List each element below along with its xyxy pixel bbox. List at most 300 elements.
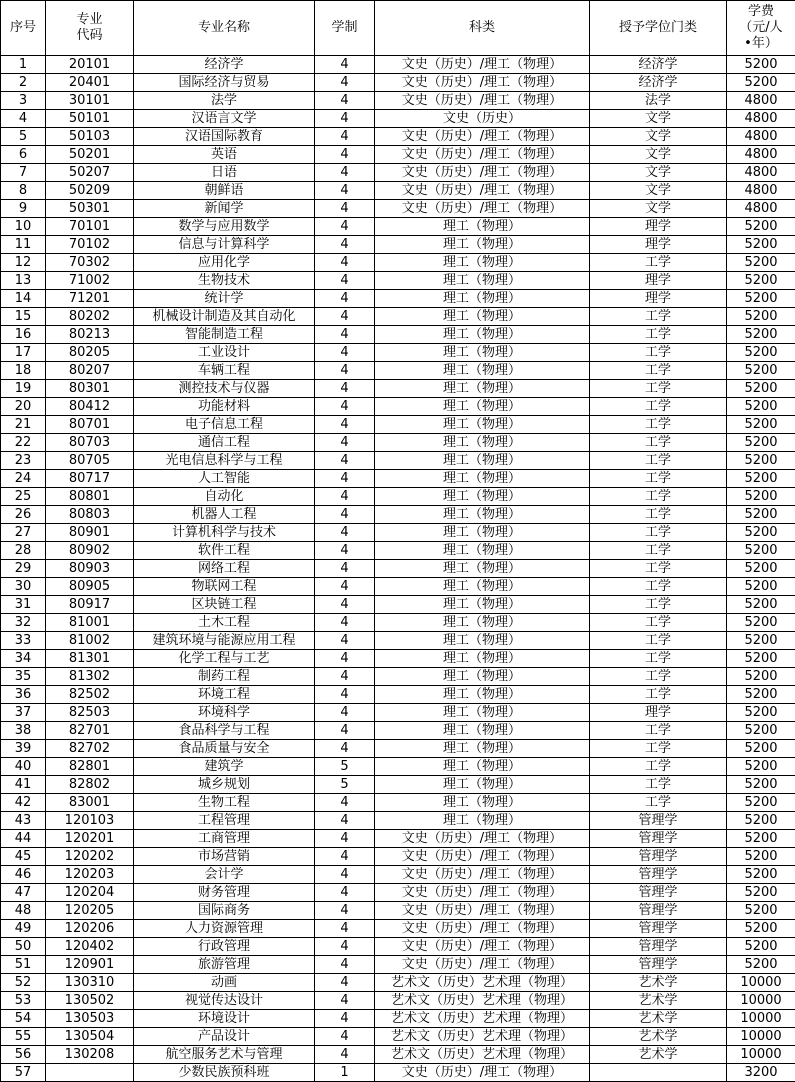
cell-name: 环境设计 [134, 1010, 315, 1028]
cell-years: 4 [315, 254, 375, 272]
cell-years: 4 [315, 290, 375, 308]
cell-category: 文史（历史）/理工（物理） [375, 848, 590, 866]
header-years [315, 1, 375, 56]
cell-fee: 10000 [727, 1010, 795, 1028]
cell-fee: 4800 [727, 146, 795, 164]
cell-degree: 工学 [590, 380, 727, 398]
table-row [1, 200, 795, 218]
cell-years: 4 [315, 164, 375, 182]
table-row [1, 1028, 795, 1046]
cell-degree: 工学 [590, 542, 727, 560]
cell-degree: 工学 [590, 362, 727, 380]
cell-fee: 5200 [727, 290, 795, 308]
cell-category: 理工（物理） [375, 758, 590, 776]
cell-category: 理工（物理） [375, 380, 590, 398]
cell-fee: 5200 [727, 56, 795, 74]
cell-name: 电子信息工程 [134, 416, 315, 434]
cell-seq: 55 [1, 1028, 46, 1046]
cell-years: 4 [315, 686, 375, 704]
cell-code: 130504 [46, 1028, 134, 1046]
cell-years: 4 [315, 992, 375, 1010]
cell-years: 4 [315, 542, 375, 560]
table-row [1, 686, 795, 704]
header-code [46, 1, 134, 56]
cell-category: 文史（历史）/理工（物理） [375, 938, 590, 956]
cell-degree: 文学 [590, 164, 727, 182]
cell-degree: 工学 [590, 596, 727, 614]
cell-code: 120201 [46, 830, 134, 848]
cell-degree: 工学 [590, 722, 727, 740]
cell-years: 5 [315, 758, 375, 776]
cell-code: 70102 [46, 236, 134, 254]
cell-seq: 41 [1, 776, 46, 794]
cell-category: 理工（物理） [375, 542, 590, 560]
cell-fee: 5200 [727, 758, 795, 776]
cell-fee: 10000 [727, 992, 795, 1010]
cell-name: 汉语言文学 [134, 110, 315, 128]
cell-fee: 5200 [727, 380, 795, 398]
cell-name: 汉语国际教育 [134, 128, 315, 146]
table-row [1, 974, 795, 992]
cell-name: 朝鲜语 [134, 182, 315, 200]
cell-seq: 17 [1, 344, 46, 362]
cell-category: 艺术文（历史）艺术理（物理） [375, 1010, 590, 1028]
cell-seq: 8 [1, 182, 46, 200]
cell-code: 130503 [46, 1010, 134, 1028]
cell-seq: 22 [1, 434, 46, 452]
cell-years: 4 [315, 344, 375, 362]
cell-seq: 48 [1, 902, 46, 920]
cell-category: 文史（历史）/理工（物理） [375, 56, 590, 74]
cell-fee: 3200 [727, 1064, 795, 1082]
cell-code: 120203 [46, 866, 134, 884]
cell-years: 4 [315, 632, 375, 650]
header-category [375, 1, 590, 56]
cell-degree: 工学 [590, 326, 727, 344]
header-code-line2: 代码 [46, 28, 133, 44]
header-fee-line2: （元/人 [727, 20, 795, 36]
cell-name: 网络工程 [134, 560, 315, 578]
cell-name: 土木工程 [134, 614, 315, 632]
cell-seq: 31 [1, 596, 46, 614]
cell-category: 文史（历史）/理工（物理） [375, 866, 590, 884]
cell-degree: 工学 [590, 686, 727, 704]
cell-name: 城乡规划 [134, 776, 315, 794]
cell-fee: 10000 [727, 1046, 795, 1064]
cell-code: 81002 [46, 632, 134, 650]
cell-category: 理工（物理） [375, 650, 590, 668]
table-row [1, 758, 795, 776]
cell-degree: 工学 [590, 794, 727, 812]
cell-code: 80705 [46, 452, 134, 470]
cell-category: 理工（物理） [375, 218, 590, 236]
cell-category: 文史（历史）/理工（物理） [375, 920, 590, 938]
table-row [1, 164, 795, 182]
table-row [1, 524, 795, 542]
table-row [1, 704, 795, 722]
table-row [1, 830, 795, 848]
cell-degree: 工学 [590, 506, 727, 524]
cell-category: 理工（物理） [375, 722, 590, 740]
cell-name: 信息与计算科学 [134, 236, 315, 254]
table-row [1, 110, 795, 128]
cell-seq: 26 [1, 506, 46, 524]
cell-fee: 5200 [727, 254, 795, 272]
header-category-label: 科类 [469, 20, 495, 35]
cell-category: 理工（物理） [375, 308, 590, 326]
cell-years: 4 [315, 1046, 375, 1064]
cell-seq: 42 [1, 794, 46, 812]
cell-years: 4 [315, 830, 375, 848]
cell-category: 理工（物理） [375, 416, 590, 434]
cell-code: 80801 [46, 488, 134, 506]
cell-category: 艺术文（历史）艺术理（物理） [375, 992, 590, 1010]
cell-degree: 艺术学 [590, 992, 727, 1010]
table-row [1, 776, 795, 794]
cell-category: 理工（物理） [375, 506, 590, 524]
cell-category: 文史（历史） [375, 110, 590, 128]
cell-years: 4 [315, 488, 375, 506]
cell-code: 80803 [46, 506, 134, 524]
cell-degree: 工学 [590, 308, 727, 326]
cell-code: 82701 [46, 722, 134, 740]
cell-degree: 管理学 [590, 956, 727, 974]
cell-code: 81301 [46, 650, 134, 668]
cell-seq: 39 [1, 740, 46, 758]
cell-name: 功能材料 [134, 398, 315, 416]
cell-name: 区块链工程 [134, 596, 315, 614]
cell-seq: 45 [1, 848, 46, 866]
table-row [1, 326, 795, 344]
cell-seq: 29 [1, 560, 46, 578]
cell-fee: 5200 [727, 686, 795, 704]
cell-name: 应用化学 [134, 254, 315, 272]
cell-seq: 5 [1, 128, 46, 146]
cell-name: 食品科学与工程 [134, 722, 315, 740]
cell-category: 文史（历史）/理工（物理） [375, 884, 590, 902]
cell-category: 理工（物理） [375, 398, 590, 416]
cell-fee: 5200 [727, 560, 795, 578]
cell-fee: 5200 [727, 614, 795, 632]
cell-years: 4 [315, 182, 375, 200]
header-code-line1: 专业 [46, 12, 133, 28]
cell-fee: 5200 [727, 830, 795, 848]
cell-code: 20101 [46, 56, 134, 74]
cell-degree: 工学 [590, 650, 727, 668]
table-row [1, 848, 795, 866]
cell-fee: 5200 [727, 884, 795, 902]
cell-fee: 5200 [727, 668, 795, 686]
cell-years: 4 [315, 74, 375, 92]
cell-name: 生物工程 [134, 794, 315, 812]
cell-degree: 管理学 [590, 884, 727, 902]
cell-code: 50201 [46, 146, 134, 164]
table-row [1, 902, 795, 920]
cell-name: 新闻学 [134, 200, 315, 218]
cell-code: 82801 [46, 758, 134, 776]
cell-fee: 5200 [727, 902, 795, 920]
cell-degree: 工学 [590, 452, 727, 470]
cell-name: 产品设计 [134, 1028, 315, 1046]
cell-fee: 5200 [727, 722, 795, 740]
cell-code: 80202 [46, 308, 134, 326]
cell-fee: 5200 [727, 236, 795, 254]
cell-degree: 工学 [590, 614, 727, 632]
cell-category: 理工（物理） [375, 686, 590, 704]
cell-degree: 艺术学 [590, 1010, 727, 1028]
cell-years: 4 [315, 956, 375, 974]
table-row [1, 506, 795, 524]
cell-name: 生物技术 [134, 272, 315, 290]
cell-name: 环境工程 [134, 686, 315, 704]
cell-years: 4 [315, 866, 375, 884]
cell-years: 4 [315, 740, 375, 758]
cell-degree: 工学 [590, 632, 727, 650]
cell-degree: 工学 [590, 488, 727, 506]
cell-category: 文史（历史）/理工（物理） [375, 1064, 590, 1082]
cell-years: 4 [315, 524, 375, 542]
cell-code: 82502 [46, 686, 134, 704]
cell-degree: 工学 [590, 668, 727, 686]
cell-degree: 工学 [590, 578, 727, 596]
cell-years: 4 [315, 398, 375, 416]
table-row [1, 92, 795, 110]
cell-fee: 5200 [727, 74, 795, 92]
cell-fee: 4800 [727, 92, 795, 110]
cell-name: 工程管理 [134, 812, 315, 830]
cell-code: 130310 [46, 974, 134, 992]
cell-name: 旅游管理 [134, 956, 315, 974]
cell-degree: 艺术学 [590, 1046, 727, 1064]
cell-years: 4 [315, 236, 375, 254]
cell-seq: 7 [1, 164, 46, 182]
table-row [1, 614, 795, 632]
cell-category: 理工（物理） [375, 344, 590, 362]
cell-seq: 40 [1, 758, 46, 776]
cell-degree: 法学 [590, 92, 727, 110]
cell-category: 理工（物理） [375, 632, 590, 650]
table-row [1, 182, 795, 200]
cell-degree: 管理学 [590, 920, 727, 938]
table-row [1, 434, 795, 452]
cell-category: 艺术文（历史）艺术理（物理） [375, 1046, 590, 1064]
table-row [1, 236, 795, 254]
cell-years: 4 [315, 938, 375, 956]
table-row [1, 470, 795, 488]
cell-code: 71201 [46, 290, 134, 308]
cell-fee: 5200 [727, 812, 795, 830]
cell-seq: 54 [1, 1010, 46, 1028]
cell-name: 人工智能 [134, 470, 315, 488]
table-row [1, 668, 795, 686]
cell-code: 80205 [46, 344, 134, 362]
cell-name: 软件工程 [134, 542, 315, 560]
cell-category: 文史（历史）/理工（物理） [375, 830, 590, 848]
cell-seq: 43 [1, 812, 46, 830]
table-row [1, 578, 795, 596]
table-row [1, 884, 795, 902]
table-row [1, 812, 795, 830]
cell-category: 理工（物理） [375, 704, 590, 722]
cell-code: 80902 [46, 542, 134, 560]
table-row [1, 290, 795, 308]
cell-fee: 10000 [727, 1028, 795, 1046]
cell-code: 80301 [46, 380, 134, 398]
cell-category: 理工（物理） [375, 326, 590, 344]
cell-category: 理工（物理） [375, 272, 590, 290]
cell-degree: 工学 [590, 344, 727, 362]
cell-fee: 5200 [727, 434, 795, 452]
cell-code: 120402 [46, 938, 134, 956]
cell-category: 理工（物理） [375, 578, 590, 596]
cell-name: 英语 [134, 146, 315, 164]
cell-seq: 12 [1, 254, 46, 272]
cell-code: 120202 [46, 848, 134, 866]
cell-category: 文史（历史）/理工（物理） [375, 956, 590, 974]
cell-code: 30101 [46, 92, 134, 110]
cell-code: 80901 [46, 524, 134, 542]
table-row [1, 74, 795, 92]
cell-category: 理工（物理） [375, 488, 590, 506]
cell-category: 理工（物理） [375, 236, 590, 254]
cell-seq: 11 [1, 236, 46, 254]
cell-fee: 5200 [727, 704, 795, 722]
cell-years: 4 [315, 974, 375, 992]
cell-years: 4 [315, 578, 375, 596]
cell-name: 光电信息科学与工程 [134, 452, 315, 470]
cell-category: 理工（物理） [375, 470, 590, 488]
cell-years: 4 [315, 110, 375, 128]
cell-code: 81001 [46, 614, 134, 632]
cell-fee: 4800 [727, 128, 795, 146]
cell-degree: 理学 [590, 218, 727, 236]
cell-seq: 44 [1, 830, 46, 848]
cell-name: 少数民族预科班 [134, 1064, 315, 1082]
cell-seq: 38 [1, 722, 46, 740]
cell-degree: 理学 [590, 290, 727, 308]
cell-years: 4 [315, 470, 375, 488]
cell-seq: 23 [1, 452, 46, 470]
cell-fee: 4800 [727, 164, 795, 182]
cell-fee: 5200 [727, 416, 795, 434]
cell-category: 文史（历史）/理工（物理） [375, 164, 590, 182]
cell-fee: 5200 [727, 848, 795, 866]
table-row [1, 992, 795, 1010]
cell-category: 理工（物理） [375, 452, 590, 470]
cell-category: 理工（物理） [375, 740, 590, 758]
cell-code: 80703 [46, 434, 134, 452]
cell-category: 文史（历史）/理工（物理） [375, 146, 590, 164]
cell-years: 4 [315, 848, 375, 866]
cell-name: 动画 [134, 974, 315, 992]
cell-name: 法学 [134, 92, 315, 110]
cell-fee: 5200 [727, 506, 795, 524]
cell-seq: 13 [1, 272, 46, 290]
cell-name: 建筑学 [134, 758, 315, 776]
cell-code [46, 1064, 134, 1082]
cell-degree: 工学 [590, 740, 727, 758]
cell-category: 理工（物理） [375, 254, 590, 272]
cell-fee: 5200 [727, 866, 795, 884]
cell-years: 4 [315, 614, 375, 632]
cell-seq: 28 [1, 542, 46, 560]
table-row [1, 560, 795, 578]
cell-fee: 5200 [727, 344, 795, 362]
cell-code: 50101 [46, 110, 134, 128]
cell-fee: 5200 [727, 362, 795, 380]
cell-degree: 工学 [590, 416, 727, 434]
cell-degree: 工学 [590, 398, 727, 416]
cell-degree: 理学 [590, 704, 727, 722]
cell-fee: 5200 [727, 794, 795, 812]
table-row [1, 920, 795, 938]
cell-category: 文史（历史）/理工（物理） [375, 902, 590, 920]
cell-seq: 25 [1, 488, 46, 506]
cell-degree: 管理学 [590, 812, 727, 830]
cell-seq: 3 [1, 92, 46, 110]
cell-code: 82503 [46, 704, 134, 722]
cell-code: 50207 [46, 164, 134, 182]
table-row [1, 956, 795, 974]
cell-name: 车辆工程 [134, 362, 315, 380]
cell-seq: 51 [1, 956, 46, 974]
table-row [1, 542, 795, 560]
cell-name: 工商管理 [134, 830, 315, 848]
cell-name: 物联网工程 [134, 578, 315, 596]
cell-fee: 5200 [727, 650, 795, 668]
cell-degree: 工学 [590, 470, 727, 488]
cell-degree: 文学 [590, 128, 727, 146]
cell-code: 83001 [46, 794, 134, 812]
cell-code: 80213 [46, 326, 134, 344]
cell-name: 视觉传达设计 [134, 992, 315, 1010]
table-row [1, 740, 795, 758]
cell-years: 4 [315, 416, 375, 434]
cell-category: 文史（历史）/理工（物理） [375, 92, 590, 110]
cell-years: 4 [315, 92, 375, 110]
cell-seq: 24 [1, 470, 46, 488]
cell-seq: 15 [1, 308, 46, 326]
cell-years: 4 [315, 560, 375, 578]
cell-code: 20401 [46, 74, 134, 92]
cell-years: 4 [315, 902, 375, 920]
cell-code: 130502 [46, 992, 134, 1010]
cell-fee: 5200 [727, 398, 795, 416]
cell-degree: 文学 [590, 200, 727, 218]
cell-degree: 管理学 [590, 902, 727, 920]
cell-degree: 文学 [590, 146, 727, 164]
header-name [134, 1, 315, 56]
cell-name: 通信工程 [134, 434, 315, 452]
cell-degree: 管理学 [590, 866, 727, 884]
cell-years: 4 [315, 1010, 375, 1028]
cell-fee: 5200 [727, 524, 795, 542]
cell-seq: 14 [1, 290, 46, 308]
table-row [1, 1010, 795, 1028]
cell-years: 4 [315, 704, 375, 722]
header-seq [1, 1, 46, 56]
cell-name: 会计学 [134, 866, 315, 884]
cell-years: 4 [315, 218, 375, 236]
cell-code: 50209 [46, 182, 134, 200]
cell-years: 4 [315, 308, 375, 326]
cell-seq: 1 [1, 56, 46, 74]
cell-category: 理工（物理） [375, 524, 590, 542]
cell-seq: 21 [1, 416, 46, 434]
cell-code: 120901 [46, 956, 134, 974]
cell-category: 理工（物理） [375, 776, 590, 794]
cell-seq: 32 [1, 614, 46, 632]
